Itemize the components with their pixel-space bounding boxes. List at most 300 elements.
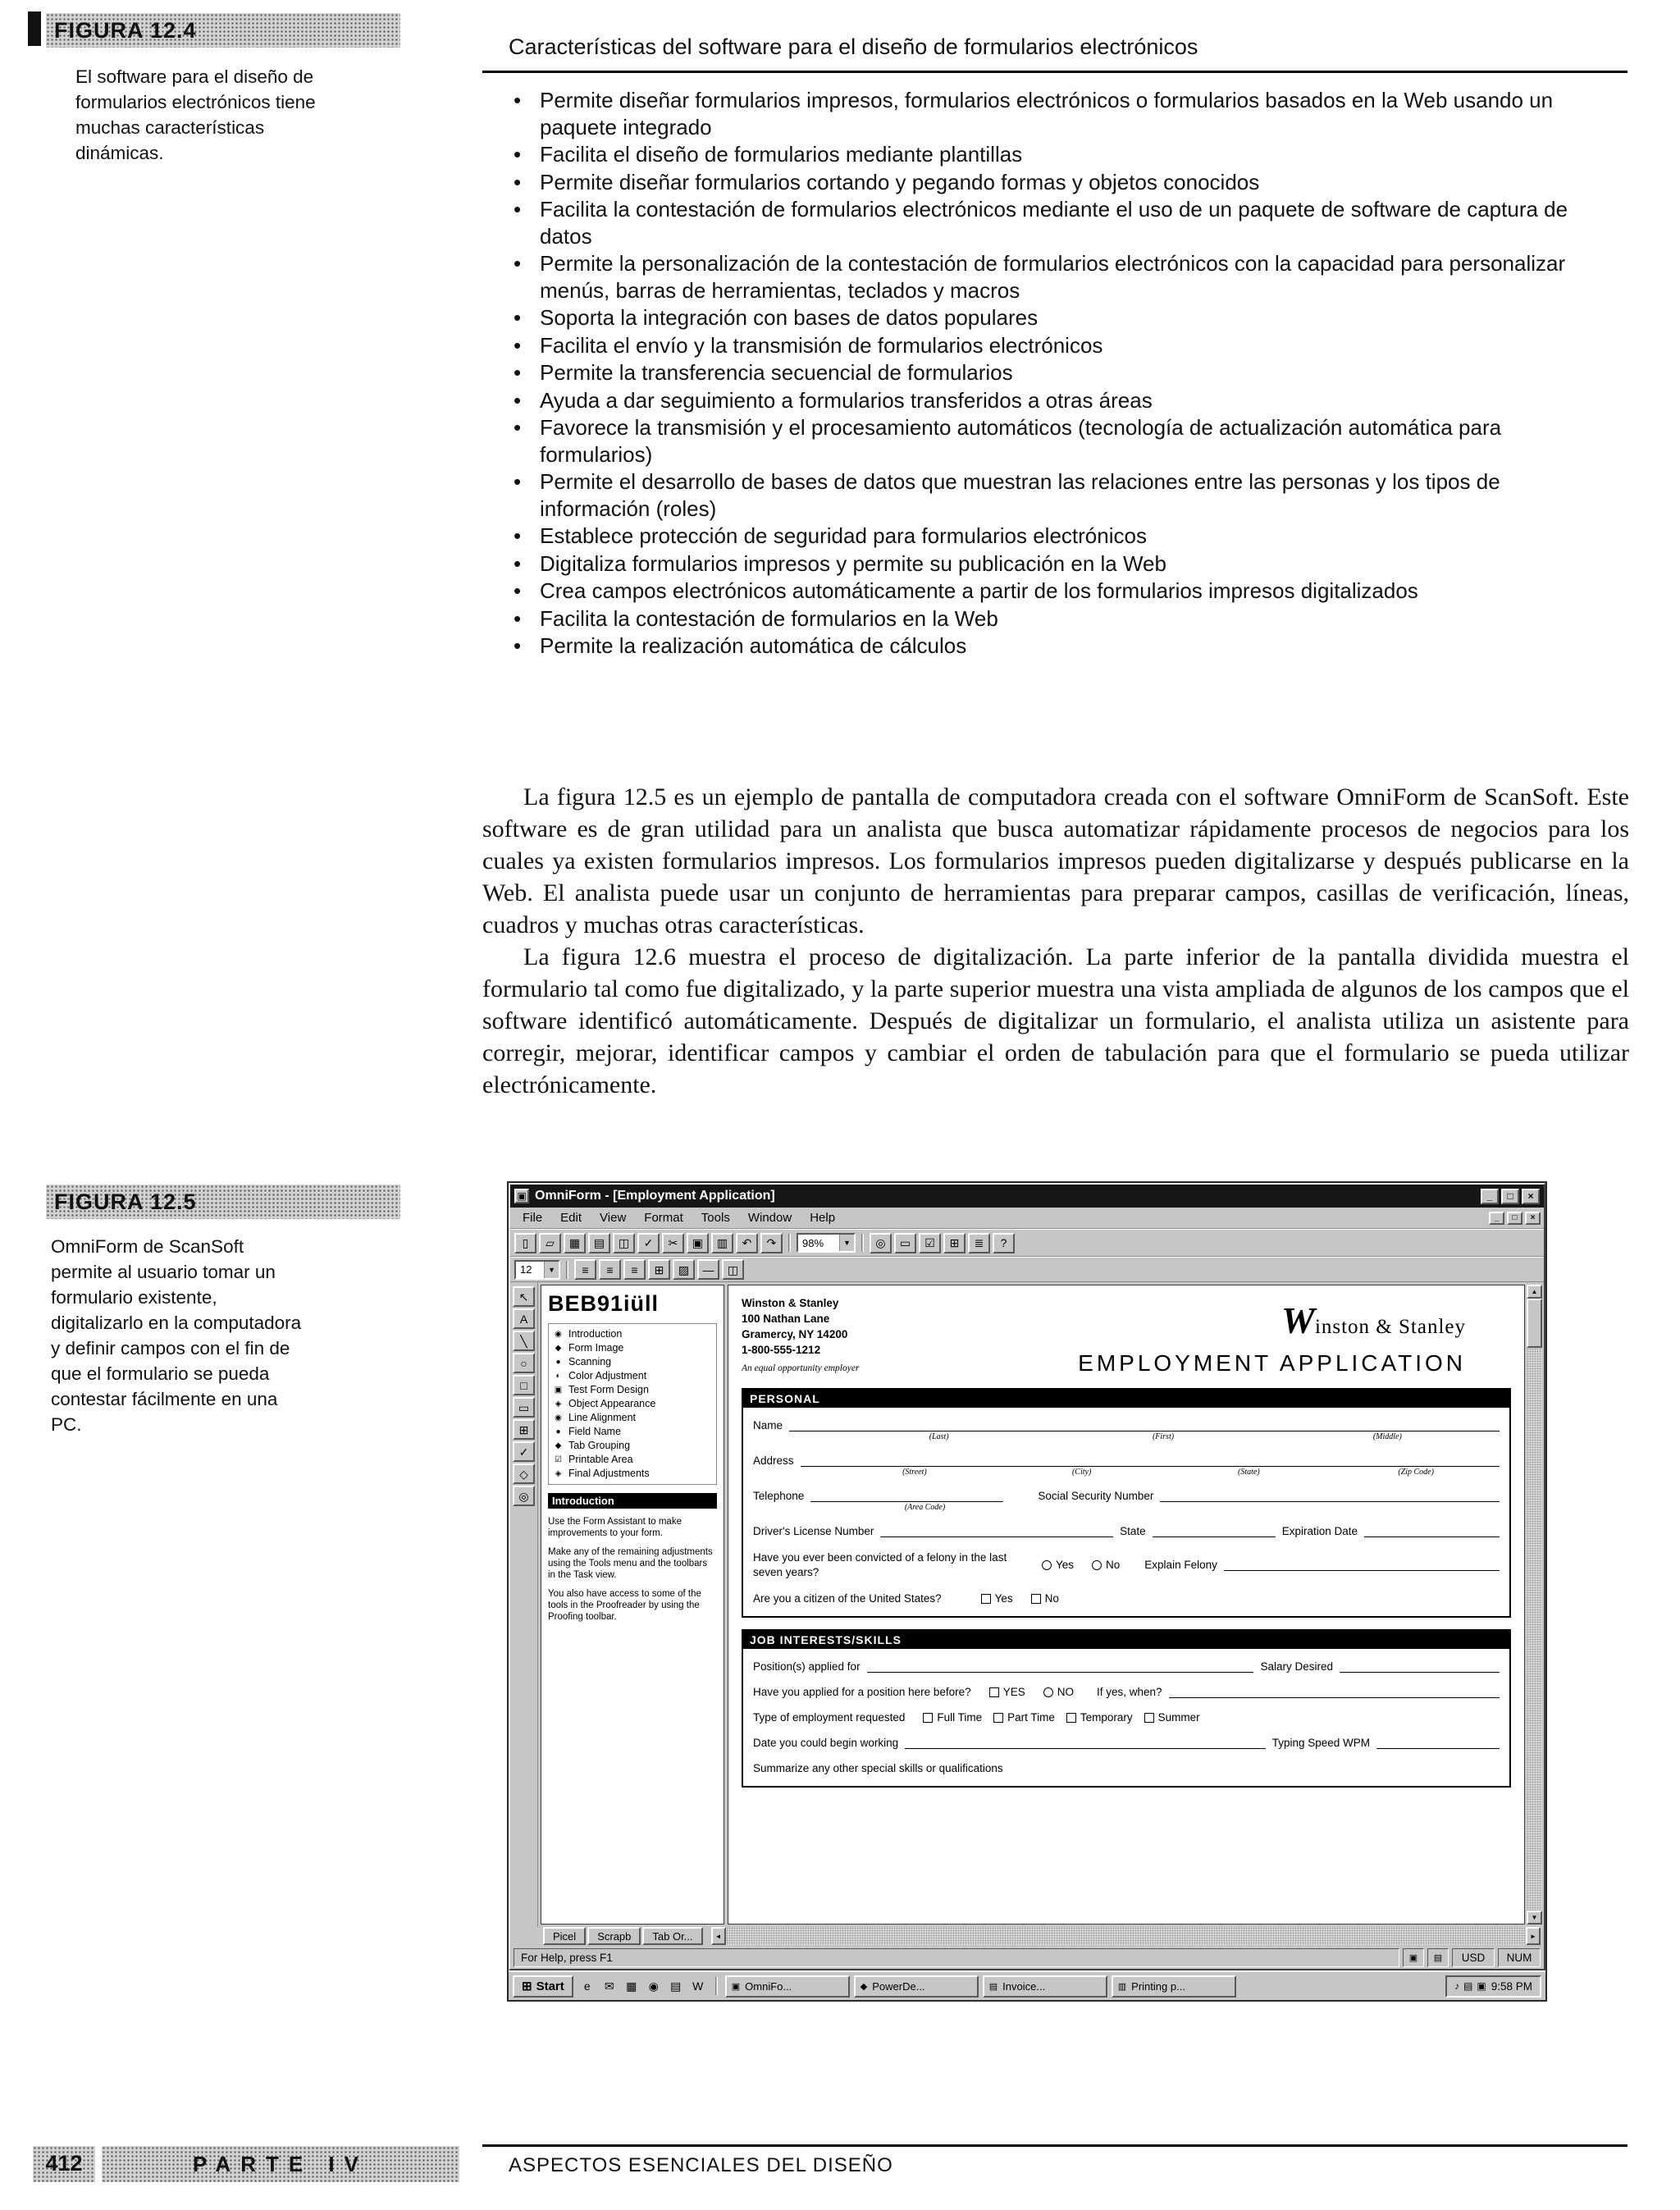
- field-tool-button[interactable]: [894, 1233, 916, 1253]
- view-tab[interactable]: Scrapb: [587, 1927, 641, 1945]
- toolbar-icon: ▦: [568, 1236, 581, 1249]
- toolbar-icon: ▤: [593, 1236, 605, 1249]
- ie-icon[interactable]: e: [583, 1979, 591, 1993]
- ellipse-tool-button[interactable]: [513, 1353, 535, 1373]
- zoom-tool-button[interactable]: [513, 1486, 535, 1506]
- checkbox-icon[interactable]: [981, 1594, 991, 1604]
- feature-item: • Permite el desarrollo de bases de datos que muestran las relaciones entre las personas y los tipos de información (roles): [507, 468, 1610, 522]
- body-paragraph: La figura 12.6 muestra el proceso de digitalización. La parte inferior de la pantalla dividida muestra el formulario tal como fue digitalizado, y la parte superior muestra una vista ampliada de algunos de los campos que el software identificó automáticamente. Después de digitalizar un formulario, el analista utiliza un asistente para corregir, mejorar, identificar campos y cambiar el orden de tabulación para que el formulario se pueda utilizar electrónicamente.: [482, 943, 1629, 1098]
- field-sublabel: (Middle): [1372, 1432, 1402, 1441]
- explain-felony-label: Explain Felony: [1144, 1559, 1217, 1572]
- checkbox-icon[interactable]: [923, 1713, 933, 1723]
- assistant-step[interactable]: [553, 1411, 712, 1425]
- tool-icon: ⊞: [518, 1422, 529, 1436]
- tool-icon: A: [519, 1312, 528, 1326]
- feature-item: • Crea campos electrónicos automáticamente a partir de los formularios impresos digitalizados: [507, 578, 1610, 605]
- assistant-step[interactable]: [553, 1467, 712, 1481]
- footer-section-title: ASPECTOS ESENCIALES DEL DISEÑO: [509, 2154, 893, 2176]
- doc-minimize-button[interactable]: _: [1489, 1212, 1504, 1225]
- step-icon: ◈: [555, 1400, 562, 1409]
- omniform-screenshot: [507, 1181, 1547, 2002]
- graphic-tool-button[interactable]: [513, 1463, 535, 1484]
- state-field[interactable]: [1153, 1525, 1276, 1537]
- feature-item: • Permite la personalización de la contestación de formularios electrónicos con la capacidad para personalizar menús, barras de herramientas, teclados y macros: [507, 250, 1610, 304]
- task-buttons: [725, 1975, 1236, 1998]
- align-left-button[interactable]: [574, 1259, 596, 1280]
- summary-label: Summarize any other special skills or qualifications: [753, 1762, 1003, 1775]
- toolbar-icon: ▭: [899, 1236, 911, 1249]
- feature-item: • Establece protección de seguridad para formularios electrónicos: [507, 523, 1610, 550]
- window-buttons: [1481, 1189, 1540, 1204]
- assistant-step-label: Tab Grouping: [568, 1440, 631, 1451]
- vertical-scrollbar[interactable]: [1527, 1285, 1542, 1925]
- task-icon: ▣: [731, 1981, 741, 1992]
- field-sublabel: (First): [1152, 1432, 1175, 1441]
- view-tab[interactable]: Picel: [543, 1927, 586, 1945]
- mail-icon[interactable]: ✉: [604, 1979, 614, 1993]
- horizontal-scrollbar[interactable]: [711, 1927, 1541, 1945]
- telephone-label: Telephone: [753, 1490, 805, 1502]
- menu-item[interactable]: Format: [644, 1211, 683, 1225]
- assistant-step[interactable]: [553, 1397, 712, 1411]
- assistant-step-label: Introduction: [568, 1328, 623, 1340]
- table-title: Características del software para el diseño de formularios electrónicos: [509, 34, 1198, 59]
- status-indicator: USD: [1452, 1948, 1495, 1967]
- checkbox-icon[interactable]: [993, 1713, 1003, 1723]
- document-window-buttons: [1489, 1212, 1541, 1225]
- feature-item: • Facilita el envío y la transmisión de formularios electrónicos: [507, 332, 1610, 359]
- assistant-step-label: Printable Area: [568, 1454, 633, 1465]
- feature-item: • Facilita la contestación de formularios electrónicos mediante el uso de un paquete de software de captura de datos: [507, 196, 1610, 249]
- assistant-step-label: Test Form Design: [568, 1384, 649, 1395]
- figure-12-4-caption: El software para el diseño de formularios electrónicos tiene muchas características dinámicas.: [75, 66, 316, 163]
- assistant-step[interactable]: [553, 1383, 712, 1397]
- close-button[interactable]: ×: [1522, 1189, 1540, 1204]
- no-option-label: No: [1044, 1592, 1059, 1605]
- feature-list: [507, 87, 1610, 660]
- menu-items: [514, 1209, 844, 1226]
- personal-section: [742, 1388, 1511, 1618]
- field-sublabel: (Last): [929, 1432, 949, 1441]
- toolbar-separator: [788, 1234, 791, 1252]
- employment-type-label: Type of employment requested: [753, 1711, 906, 1724]
- company-tagline: An equal opportunity employer: [742, 1363, 860, 1373]
- omniform-window: [509, 1183, 1545, 1970]
- checkbox-icon[interactable]: [989, 1687, 999, 1697]
- taskbar-task-button[interactable]: [1112, 1975, 1236, 1998]
- feature-item: • Ayuda a dar seguimiento a formularios transferidos a otras áreas: [507, 387, 1610, 414]
- feature-item: • Facilita el diseño de formularios mediante plantillas: [507, 141, 1610, 168]
- scroll-down-icon[interactable]: ▼: [1527, 1911, 1542, 1925]
- feature-item: • Permite diseñar formularios impresos, formularios electrónicos o formularios basados en la Web usando un paquete integrado: [507, 87, 1610, 140]
- step-icon: ☑: [555, 1455, 562, 1464]
- toolbar-icon: ↷: [766, 1236, 777, 1249]
- form-canvas: [728, 1285, 1525, 1925]
- tool-icon: ◇: [519, 1467, 528, 1481]
- line-tool-button[interactable]: [513, 1331, 535, 1351]
- fillbox-tool-button[interactable]: [513, 1397, 535, 1418]
- assistant-logo: BEB91iüll: [548, 1291, 660, 1316]
- scroll-left-icon[interactable]: ◄: [711, 1927, 726, 1945]
- assistant-step-label: Object Appearance: [568, 1398, 656, 1409]
- select-tool-button[interactable]: [513, 1286, 535, 1307]
- shading-button[interactable]: [673, 1259, 695, 1280]
- checkbox-icon[interactable]: [1066, 1713, 1076, 1723]
- tool-icon: ↖: [518, 1290, 529, 1304]
- desktop-icon[interactable]: ▦: [626, 1979, 637, 1993]
- address-sublabels: [753, 1468, 1500, 1477]
- toolbar-icon: ◫: [727, 1263, 739, 1276]
- task-icon: ▤: [988, 1981, 998, 1992]
- start-button-label: Start: [536, 1979, 564, 1993]
- begin-date-label: Date you could begin working: [753, 1737, 899, 1750]
- taskbar: [509, 1970, 1545, 2000]
- telephone-field[interactable]: [810, 1490, 1003, 1502]
- channels-icon[interactable]: ◉: [648, 1979, 659, 1993]
- border-button[interactable]: [648, 1259, 670, 1280]
- radio-icon[interactable]: [1092, 1560, 1102, 1570]
- status-bar: [510, 1947, 1544, 1969]
- job-section-header: JOB INTERESTS/SKILLS: [743, 1631, 1509, 1649]
- toolbar-icon: ≣: [974, 1236, 984, 1249]
- ifyes-label: If yes, when?: [1096, 1686, 1162, 1699]
- save-button[interactable]: [564, 1233, 586, 1253]
- feature-item: • Favorece la transmisión y el procesamiento automáticos (tecnología de actualización automática para formularios): [507, 414, 1610, 468]
- explain-felony-field[interactable]: [1224, 1559, 1500, 1571]
- assistant-step[interactable]: [553, 1425, 712, 1439]
- begin-date-field[interactable]: [905, 1737, 1266, 1749]
- drawing-toolbar: [510, 1282, 538, 1927]
- work-area: [510, 1282, 1544, 1927]
- scrollbar-track[interactable]: [726, 1927, 1526, 1945]
- toolbar-icon: ?: [1000, 1236, 1007, 1249]
- menu-item[interactable]: Tools: [701, 1211, 730, 1225]
- toolbar-icon: ≡: [606, 1263, 614, 1276]
- print-button[interactable]: [588, 1233, 610, 1253]
- tool-icon: ✓: [518, 1445, 529, 1459]
- cut-button[interactable]: [662, 1233, 684, 1253]
- assistant-paragraph: You also have access to some of the tools in the Proofreader by using the Proofing toolbar.: [548, 1589, 701, 1622]
- line-style-button[interactable]: [697, 1259, 719, 1280]
- toolbar-icon: ▥: [716, 1236, 728, 1249]
- table-tool-button[interactable]: [943, 1233, 966, 1253]
- zoom-combo[interactable]: [797, 1233, 856, 1253]
- step-icon: ◉: [555, 1330, 562, 1339]
- volume-icon[interactable]: ♪: [1454, 1980, 1460, 1992]
- toolbar-buttons-2: [870, 1233, 1015, 1253]
- feature-item: • Permite la realización automática de cálculos: [507, 632, 1610, 660]
- assistant-step[interactable]: [553, 1453, 712, 1467]
- assistant-step-label: Line Alignment: [568, 1412, 637, 1423]
- view-tab[interactable]: Tab Or...: [642, 1927, 702, 1945]
- taskbar-task-button[interactable]: [725, 1975, 850, 1998]
- logo-initial: W: [1281, 1299, 1315, 1341]
- toolbar-icon: ≡: [582, 1263, 589, 1276]
- telephone-sublabel-row: [829, 1503, 1021, 1512]
- salary-label: Salary Desired: [1260, 1660, 1333, 1673]
- print-preview-button[interactable]: [613, 1233, 635, 1253]
- system-tray: [1445, 1975, 1541, 1998]
- feature-item: • Facilita la contestación de formularios en la Web: [507, 605, 1610, 632]
- taskbar-clock: 9:58 PM: [1491, 1979, 1532, 1993]
- menu-bar: [510, 1208, 1544, 1229]
- assistant-step[interactable]: [553, 1327, 712, 1341]
- quick-launch: [578, 1976, 708, 1996]
- undo-button[interactable]: [736, 1233, 758, 1253]
- yes-option-label: Yes: [1056, 1559, 1075, 1572]
- formatting-buttons: [574, 1259, 744, 1280]
- toolbar-formatting: [510, 1257, 1544, 1282]
- toolbar-icon: ✂: [668, 1236, 678, 1249]
- employment-type-option: [993, 1711, 1055, 1724]
- menu-item[interactable]: File: [523, 1211, 543, 1225]
- assistant-step[interactable]: [553, 1341, 712, 1355]
- toolbar-separator: [861, 1234, 864, 1252]
- assistant-section-header: Introduction: [548, 1493, 717, 1509]
- step-icon: ◆: [555, 1344, 562, 1353]
- task-icon: ▥: [1117, 1981, 1127, 1992]
- taskbar-task-button[interactable]: [983, 1975, 1107, 1998]
- toolbar-icon: ◎: [875, 1236, 886, 1249]
- assistant-step-label: Field Name: [568, 1426, 621, 1437]
- ssn-field[interactable]: [1160, 1490, 1500, 1502]
- step-icon: ●: [555, 1427, 561, 1436]
- felony-question: Have you ever been convicted of a felony in the last seven years?: [753, 1551, 1007, 1578]
- status-help-text: For Help, press F1: [514, 1948, 1399, 1967]
- toolbar-icon: ▱: [546, 1236, 555, 1249]
- license-field[interactable]: [880, 1525, 1113, 1537]
- assistant-step[interactable]: [553, 1439, 712, 1453]
- copy-button[interactable]: [687, 1233, 709, 1253]
- ifyes-field[interactable]: [1169, 1686, 1500, 1698]
- citizen-question: Are you a citizen of the United States?: [753, 1592, 942, 1605]
- assistant-step-label: Scanning: [568, 1356, 612, 1368]
- printer-icon[interactable]: ▤: [1463, 1980, 1473, 1992]
- text-tool-button[interactable]: [513, 1308, 535, 1329]
- checkbox-icon[interactable]: [1144, 1713, 1154, 1723]
- step-icon: ●: [555, 1358, 561, 1367]
- menu-item[interactable]: Help: [810, 1211, 836, 1225]
- assistant-step[interactable]: [553, 1369, 712, 1383]
- step-icon: ▣: [554, 1386, 563, 1395]
- checkbox-icon[interactable]: [1031, 1594, 1041, 1604]
- no-option-label: No: [1106, 1559, 1121, 1572]
- option-label: Full Time: [937, 1711, 983, 1724]
- view-tabs: [543, 1927, 703, 1945]
- view-tabs-row: [510, 1927, 1544, 1947]
- name-field[interactable]: [789, 1419, 1500, 1431]
- task-label: PowerDe...: [872, 1979, 925, 1993]
- comb-tool-button[interactable]: [513, 1419, 535, 1440]
- applied-question: Have you applied for a position here before?: [753, 1686, 971, 1699]
- employment-type-option: [923, 1711, 982, 1724]
- zoom-value: 98%: [802, 1236, 824, 1249]
- form-header: [742, 1295, 1511, 1377]
- form-assistant-panel: [541, 1285, 724, 1925]
- align-center-button[interactable]: [599, 1259, 621, 1280]
- toolbar-icon: ↶: [742, 1236, 752, 1249]
- license-label: Driver's License Number: [753, 1525, 874, 1537]
- paste-button[interactable]: [711, 1233, 733, 1253]
- radio-icon[interactable]: [1042, 1560, 1052, 1570]
- position-label: Position(s) applied for: [753, 1660, 861, 1673]
- tool-icon: ◎: [518, 1489, 529, 1503]
- employment-type-options: [911, 1711, 1199, 1724]
- scrollbar-thumb[interactable]: [1527, 1299, 1542, 1348]
- toolbar-separator: [566, 1261, 568, 1279]
- assistant-step[interactable]: [553, 1355, 712, 1369]
- title-bar[interactable]: [510, 1185, 1544, 1208]
- position-field[interactable]: [867, 1660, 1254, 1673]
- company-line: Gramercy, NY 14200: [742, 1328, 848, 1340]
- ssn-label: Social Security Number: [1038, 1490, 1154, 1502]
- figure-12-5-label: FIGURA 12.5: [46, 1185, 400, 1219]
- figure-12-4-label: FIGURA 12.4: [46, 13, 400, 48]
- company-line: 100 Nathan Lane: [742, 1313, 830, 1325]
- employment-type-option: [1144, 1711, 1200, 1724]
- page-number: 412: [33, 2146, 95, 2182]
- expiration-field[interactable]: [1364, 1525, 1500, 1537]
- personal-section-header: PERSONAL: [743, 1390, 1509, 1408]
- job-section: [742, 1629, 1511, 1788]
- toolbar-icon: —: [702, 1263, 714, 1276]
- typing-speed-label: Typing Speed WPM: [1271, 1737, 1370, 1750]
- align-right-button[interactable]: [623, 1259, 646, 1280]
- toolbar-icon: ☑: [924, 1236, 935, 1249]
- tool-icon: ╲: [520, 1334, 527, 1348]
- toolbar-standard: [510, 1229, 1544, 1257]
- menu-item[interactable]: Edit: [560, 1211, 582, 1225]
- employment-type-option: [1066, 1711, 1133, 1724]
- address-label: Address: [753, 1454, 794, 1467]
- company-logo: [1078, 1295, 1511, 1377]
- help-button[interactable]: [993, 1233, 1015, 1253]
- new-button[interactable]: [514, 1233, 536, 1253]
- feature-item: • Permite diseñar formularios cortando y pegando formas y objetos conocidos: [507, 169, 1610, 196]
- toolbar-buttons: [514, 1233, 783, 1253]
- tool-icon: ▭: [518, 1400, 530, 1414]
- chevron-down-icon[interactable]: ▼: [839, 1235, 854, 1251]
- feature-item: • Soporta la integración con bases de datos populares: [507, 304, 1610, 331]
- fill-order-button[interactable]: [968, 1233, 990, 1253]
- arrange-button[interactable]: [722, 1259, 744, 1280]
- task-label: Invoice...: [1002, 1979, 1046, 1993]
- toolbar-icon: ⊞: [654, 1263, 664, 1276]
- scroll-right-icon[interactable]: ►: [1526, 1927, 1541, 1945]
- address-field[interactable]: [801, 1454, 1500, 1467]
- toolbar-icon: ▨: [678, 1263, 690, 1276]
- status-indicators: [1452, 1948, 1541, 1967]
- toolbar-icon: ⊞: [949, 1236, 960, 1249]
- assistant-step-label: Final Adjustments: [568, 1468, 650, 1479]
- step-icon: ◐: [555, 1372, 561, 1381]
- radio-icon[interactable]: [1043, 1687, 1053, 1697]
- rect-tool-button[interactable]: [513, 1375, 535, 1395]
- step-icon: ◉: [555, 1413, 562, 1422]
- field-sublabel: (City): [1071, 1468, 1092, 1477]
- display-icon[interactable]: ▣: [1477, 1980, 1486, 1992]
- name-sublabels: [753, 1432, 1500, 1441]
- task-label: OmniFo...: [745, 1979, 792, 1993]
- open-button[interactable]: [539, 1233, 561, 1253]
- menu-item[interactable]: View: [600, 1211, 627, 1225]
- assistant-step-label: Form Image: [568, 1342, 624, 1354]
- spelling-button[interactable]: [637, 1233, 660, 1253]
- chevron-down-icon[interactable]: ▼: [544, 1262, 559, 1278]
- check-tool-button[interactable]: [919, 1233, 941, 1253]
- option-label: Part Time: [1007, 1711, 1055, 1724]
- assistant-paragraph: Make any of the remaining adjustments using the Tools menu and the toolbars in the Task view.: [548, 1547, 713, 1580]
- body-text: [482, 781, 1629, 1101]
- yes-option-label: YES: [1002, 1686, 1025, 1699]
- assistant-step-label: Color Adjustment: [568, 1370, 647, 1381]
- toolbar-icon: ≡: [631, 1263, 638, 1276]
- typing-speed-field[interactable]: [1376, 1737, 1500, 1749]
- toolbar-icon: ▯: [522, 1236, 529, 1249]
- doc-restore-button[interactable]: □: [1507, 1212, 1522, 1225]
- toolbar-icon: ✓: [643, 1236, 654, 1249]
- margin-tick: [28, 11, 41, 46]
- windows-logo-icon: ⊞: [522, 1979, 532, 1993]
- page-status-icon: ▣: [1403, 1948, 1424, 1967]
- option-label: Temporary: [1080, 1711, 1133, 1724]
- task-label: Printing p...: [1131, 1979, 1185, 1993]
- start-button[interactable]: [513, 1975, 573, 1998]
- doc-close-button[interactable]: ×: [1525, 1212, 1541, 1225]
- step-icon: ◈: [555, 1469, 562, 1478]
- company-lines: [742, 1295, 859, 1358]
- state-label: State: [1120, 1525, 1146, 1537]
- figure-12-5-caption: OmniForm de ScanSoft permite al usuario tomar un formulario existente, digitalizarlo en la computadora y definir campos con el fin de que el formulario se pueda contestar fácilmente en una PC.: [51, 1236, 302, 1435]
- tray-icons: [1454, 1980, 1486, 1992]
- folder-icon[interactable]: ▤: [670, 1979, 682, 1993]
- field-sublabel: (State): [1238, 1468, 1260, 1477]
- option-label: Summer: [1157, 1711, 1200, 1724]
- salary-field[interactable]: [1340, 1660, 1500, 1673]
- font-size-combo[interactable]: [514, 1260, 560, 1280]
- taskbar-task-button[interactable]: [854, 1975, 979, 1998]
- footer-rule: [482, 2144, 1628, 2147]
- minimize-button[interactable]: _: [1481, 1189, 1499, 1204]
- zoom-in-button[interactable]: [870, 1233, 892, 1253]
- body-paragraph: La figura 12.5 es un ejemplo de pantalla de computadora creada con el software OmniForm de ScanSoft. Este software es de gran utilidad para un analista que busca automatizar rápidamente procesos de negocios para los cuales ya existen formularios impresos. Los formularios impresos pueden digitalizarse y después publicarse en la Web. El analista puede usar un conjunto de herramientas para preparar campos, casillas de verificación, líneas, cuadros y muchas otras características.: [482, 783, 1629, 938]
- word-icon[interactable]: W: [692, 1979, 704, 1993]
- title-rule: [482, 71, 1628, 73]
- company-line: 1-800-555-1212: [742, 1344, 821, 1356]
- toolbar-icon: ◫: [618, 1236, 630, 1249]
- scroll-up-icon[interactable]: ▲: [1527, 1285, 1542, 1299]
- font-size-value: 12: [520, 1263, 532, 1276]
- assistant-text: [548, 1516, 717, 1623]
- toolbar-icon: ▣: [692, 1236, 704, 1249]
- menu-item[interactable]: Window: [747, 1211, 792, 1225]
- checkbox-tool-button[interactable]: [513, 1441, 535, 1462]
- taskbar-separator: [715, 1977, 718, 1995]
- scrollbar-track[interactable]: [1527, 1299, 1542, 1911]
- field-sublabel: (Zip Code): [1398, 1468, 1434, 1477]
- yes-option-label: Yes: [994, 1592, 1013, 1605]
- tool-icon: ○: [520, 1356, 527, 1370]
- tool-icon: □: [520, 1378, 527, 1392]
- restore-button[interactable]: □: [1501, 1189, 1519, 1204]
- form-title: EMPLOYMENT APPLICATION: [1078, 1350, 1466, 1376]
- assistant-paragraph: Use the Form Assistant to make improvements to your form.: [548, 1517, 682, 1538]
- assistant-steps: [548, 1323, 717, 1485]
- app-icon: ▣: [514, 1189, 529, 1203]
- redo-button[interactable]: [760, 1233, 783, 1253]
- name-label: Name: [753, 1419, 783, 1431]
- logo-text: inston & Stanley: [1314, 1316, 1466, 1338]
